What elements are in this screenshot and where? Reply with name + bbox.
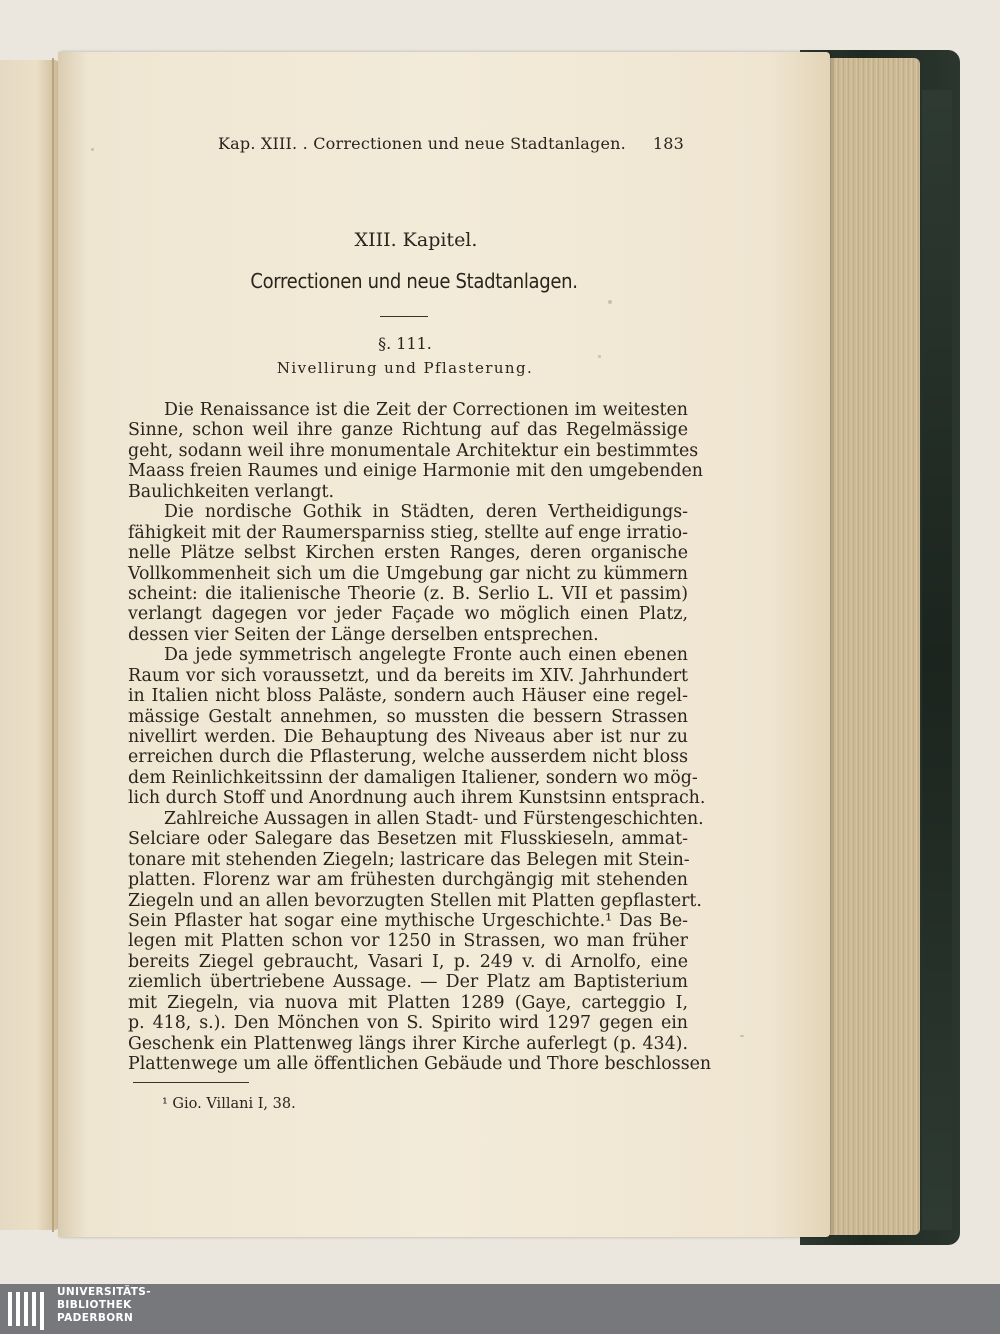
text-line: Geschenk ein Plattenweg längs ihrer Kirche auferlegt (p. 434).	[128, 1033, 688, 1054]
text-line: Ziegeln und an allen bevorzugten Stellen mit Platten gepflastert.	[128, 890, 702, 911]
text-line: geht, sodann weil ihre monumentale Architektur ein bestimmtes	[128, 440, 699, 461]
paper-spot	[598, 355, 601, 358]
text-line: mit Ziegeln, via nuova mit Platten 1289 (Gaye, carteggio I,	[128, 992, 688, 1013]
footnote-rule	[133, 1082, 249, 1083]
page-number: 183	[652, 134, 684, 153]
text-line: nivellirt werden. Die Behauptung des Niveaus aber ist nur zu	[128, 727, 688, 747]
text-line: dem Reinlichkeitssinn der damaligen Italiener, sondern wo mög-	[128, 767, 698, 788]
text-line: lich durch Stoff und Anordnung auch ihrem Kunstsinn entsprach.	[128, 788, 706, 809]
text-line: verlangt dagegen vor jeder Façade wo möglich einen Platz,	[128, 604, 688, 625]
text-line: Plattenwege um alle öffentlichen Gebäude und Thore beschlossen	[128, 1054, 712, 1074]
cover-binding	[922, 90, 952, 1230]
text-line: dessen vier Seiten der Länge derselben entsprechen.	[128, 624, 599, 645]
text-line: Baulichkeiten verlangt.	[128, 481, 335, 502]
text-line: ziemlich übertriebene Aussage. — Der Platz am Baptisterium	[128, 972, 688, 993]
text-line: legen mit Platten schon vor 1250 in Strassen, wo man früher	[128, 931, 688, 952]
text-line: Vollkommenheit sich um die Umgebung gar nicht zu kümmern	[128, 563, 688, 584]
text-line: erreichen durch die Pflasterung, welche ausserdem nicht bloss	[128, 747, 688, 768]
text-line: Zahlreiche Aussagen in allen Stadt- und Fürstengeschichten.	[164, 808, 704, 829]
title-rule	[380, 316, 428, 317]
footnote: ¹ Gio. Villani I, 38.	[162, 1096, 296, 1112]
library-name	[57, 1286, 151, 1325]
text-line: bereits Ziegel gebraucht, Vasari I, p. 249 v. di Arnolfo, eine	[128, 951, 688, 972]
text-line: Die nordische Gothik in Städten, deren Vertheidigungs-	[164, 502, 688, 523]
text-line: nelle Plätze selbst Kirchen ersten Ranges, deren organische	[128, 543, 688, 564]
text-line: Die Renaissance ist die Zeit der Correctionen im weitesten	[164, 400, 688, 420]
text-line: platten. Florenz war am frühesten durchgängig mit stehenden	[128, 870, 688, 891]
text-line: mässige Gestalt annehmen, so mussten die bessern Strassen	[128, 706, 688, 727]
text-line: scheint: die italienische Theorie (z. B. Serlio L. VII et passim)	[128, 583, 688, 604]
paper-spot	[91, 148, 94, 151]
text-line: Maass freien Raumes und einige Harmonie mit den umgebenden	[128, 461, 703, 482]
text-line: in Italien nicht bloss Paläste, sondern auch Häuser eine regel-	[128, 686, 688, 707]
paper-spot	[740, 1035, 744, 1037]
chapter-title: Correctionen und neue Stadtanlagen.	[250, 269, 578, 293]
running-head	[218, 134, 684, 153]
text-line: Da jede symmetrisch angelegte Fronte auch einen ebenen	[164, 645, 688, 666]
running-head-title: Kap. XIII. . Correctionen und neue Stadtanlagen.	[218, 134, 626, 153]
text-line: Selciare oder Salegare das Besetzen mit Flusskieseln, ammat-	[128, 829, 688, 850]
library-logo-icon	[6, 1288, 46, 1330]
text-line: p. 418, s.). Den Mönchen von S. Spirito wird 1297 gegen ein	[128, 1013, 688, 1034]
text-line: Sinne, schon weil ihre ganze Richtung auf das Regelmässige	[128, 420, 688, 441]
text-line: Raum vor sich voraussetzt, und da bereits im XIV. Jahrhundert	[128, 665, 688, 686]
chapter-number: XIII. Kapitel.	[354, 229, 478, 251]
library-name-line1: UNIVERSITÄTS-	[57, 1286, 152, 1298]
paper-spot	[608, 300, 612, 304]
section-title: Nivellirung und Pflasterung.	[276, 359, 534, 377]
text-line: Sein Pflaster hat sogar eine mythische Urgeschichte.¹ Das Be-	[128, 910, 688, 931]
body-text	[128, 400, 712, 1074]
library-name-line3: PADERBORN	[57, 1312, 134, 1324]
text-line: tonare mit stehenden Ziegeln; lastricare das Belegen mit Stein-	[128, 849, 690, 870]
section-number: §. 111.	[378, 334, 432, 353]
library-name-line2: BIBLIOTHEK	[57, 1299, 132, 1311]
text-line: fähigkeit mit der Raumersparniss stieg, stellte auf enge irratio-	[128, 522, 688, 543]
